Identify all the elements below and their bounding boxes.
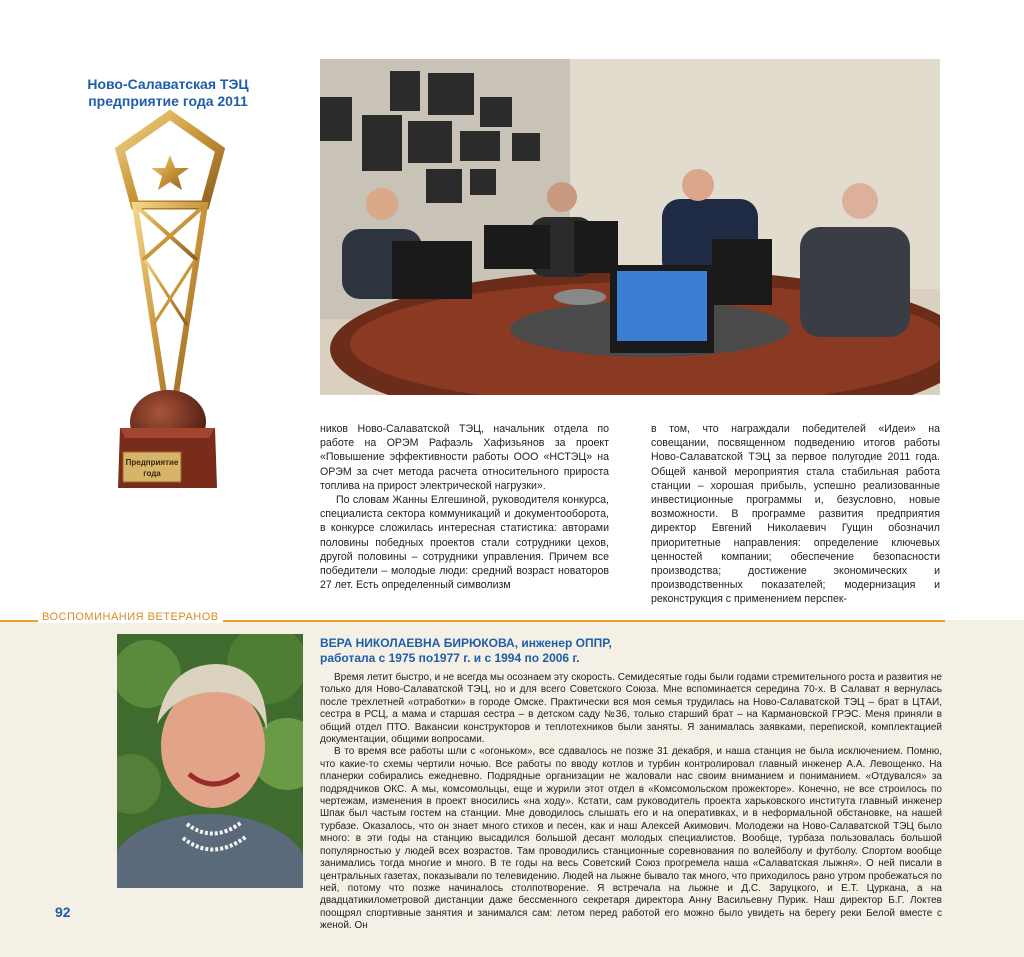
award-title [78, 76, 258, 110]
veteran-title-line2: работала с 1975 по1977 г. и с 1994 по 2006 г. [320, 651, 580, 665]
article-column-1 [320, 422, 609, 592]
page-number: 92 [55, 904, 71, 920]
award-title-line2: предприятие года 2011 [88, 93, 248, 109]
veteran-portrait [117, 634, 303, 888]
article-col1-para2: По словам Жанны Елгешиной, руководителя конкурса, специалиста сектора коммуникаций и документооборота, в конкурсе сложилась интересная статистика: авторами половины победных проектов стали сотрудники цехов, другой половины – сотрудники управления. Причем все победители – молодые люди: средний возраст новаторов 27 лет. Есть определенный символизм [320, 494, 609, 592]
trophy-image [105, 110, 235, 500]
veteran-title [320, 636, 940, 666]
award-title-line1: Ново-Салаватская ТЭЦ [87, 76, 249, 92]
article-col1-para1: ников Ново-Салаватской ТЭЦ, начальник отдела по работе на ОРЭМ Рафаэль Хафизьянов за проект «Повышение эффективности работы ООО «НСТЭЦ» на ОРЭМ за счет метода расчета относительного прироста топлива на прирост электрической нагрузки». [320, 423, 609, 492]
article-col2-para1: в том, что награждали победителей «Идеи» на совещании, посвященном подведению итогов работы Ново-Салаватской ТЭЦ за первое полугодие 2011 года. Общей канвой мероприятия стала стабильная работа станции – хорошая прибыль, успешно реализованные инвестиционные программы и, безусловно, новые возможности. В программе развития предприятия директор Евгений Николаевич Гущин обозначил приоритетные направления: определение ключевых ценностей компании; обеспечение безопасности производства; достижение экономических и производственных показателей; модернизация и реконструкция с применением перспек- [651, 423, 940, 606]
veteran-text [320, 672, 942, 933]
veteran-paragraph-1: Время летит быстро, и не всегда мы осознаем эту скорость. Семидесятые годы были годами стремительного роста и развития не только для Ново-Салаватской ТЭЦ, но и для всего Советского Союза. Мне вспоминается середина 70-х. В Салават я вернулась после трехлетней «отработки» в городе Омске. Практически вся моя семья трудилась на Ново-Салаватской ТЭЦ – брат в ЦТАИ, сестра в РСЦ, а мама и старшая сестра – в детском саду №36, только старший брат – на Кармановской ГРЭС. Меня приняли в общий отдел ПТО. Вакансии конструкторов и теплотехников были заняты. Я занималась заявками, перепиской, комплектацией документации, общими вопросами. [320, 672, 942, 746]
svg-text:года: года [143, 469, 161, 478]
meeting-photo [320, 59, 940, 395]
veteran-paragraph-2: В то время все работы шли с «огоньком», все сдавалось не позже 31 декабря, и наша станция не была исключением. Помню, что какие-то схемы чертили ночью. Все работы по вводу котлов и турбин контролировал главный инженер А.А. Левощенко. На планерки собирались ежедневно. Подрядные организации не жаловали нас своим вниманием и пониманием. «Отдувался» за подрядчиков ОКС. А мы, комсомольцы, еще и журили этот отдел в «Комсомольском прожекторе». Конечно, не все строилось по чертежам, изменения в проект вносились «на ходу». Кстати, сам руководитель проекта харьковского института главный инженер Шпак был частым гостем на станции. Мне доводилось слышать его и на оперативках, и в неформальной обстановке, на нашей турбазе. Оказалось, что он знает много стихов и песен, как и наш Алексей Акимович. Молодежи на Ново-Салаватской ТЭЦ было много: в эти годы на станцию высадился большой десант молодых специалистов. Вообще, турбаза пользовалась большой популярностью у людей всех возрастов. Там проводились станционные соревнования по волейболу и футболу. Спортом вообще занимались тогда многие и много. В те годы на весь Советский Союз прогремела наша «Салаватская лыжня». О ней писали в центральных газетах, показывали по телевидению. Людей на лыжне бывало так много, что приходилось рано утром пробежаться по ней, потому что позже начиналось столпотворение. Я встречала на лыжне и Д.С. Заруцкого, и Е.Т. Цуркана, а на двадцатикилометровой дистанции даже бессменного секретаря директора Анну Васильевну Пурик. Наш директор Б.Г. Локтев поощрял спортивные занятия и занимался сам: летом перед работой его можно было увидеть на берегу реки Белой вместе с женой. Он [320, 746, 942, 932]
section-label: ВОСПОМИНАНИЯ ВЕТЕРАНОВ [38, 611, 223, 623]
veteran-title-line1: ВЕРА НИКОЛАЕВНА БИРЮКОВА, инженер ОППР, [320, 636, 612, 650]
article-column-2 [651, 422, 940, 607]
svg-text:Предприятие: Предприятие [125, 458, 179, 467]
